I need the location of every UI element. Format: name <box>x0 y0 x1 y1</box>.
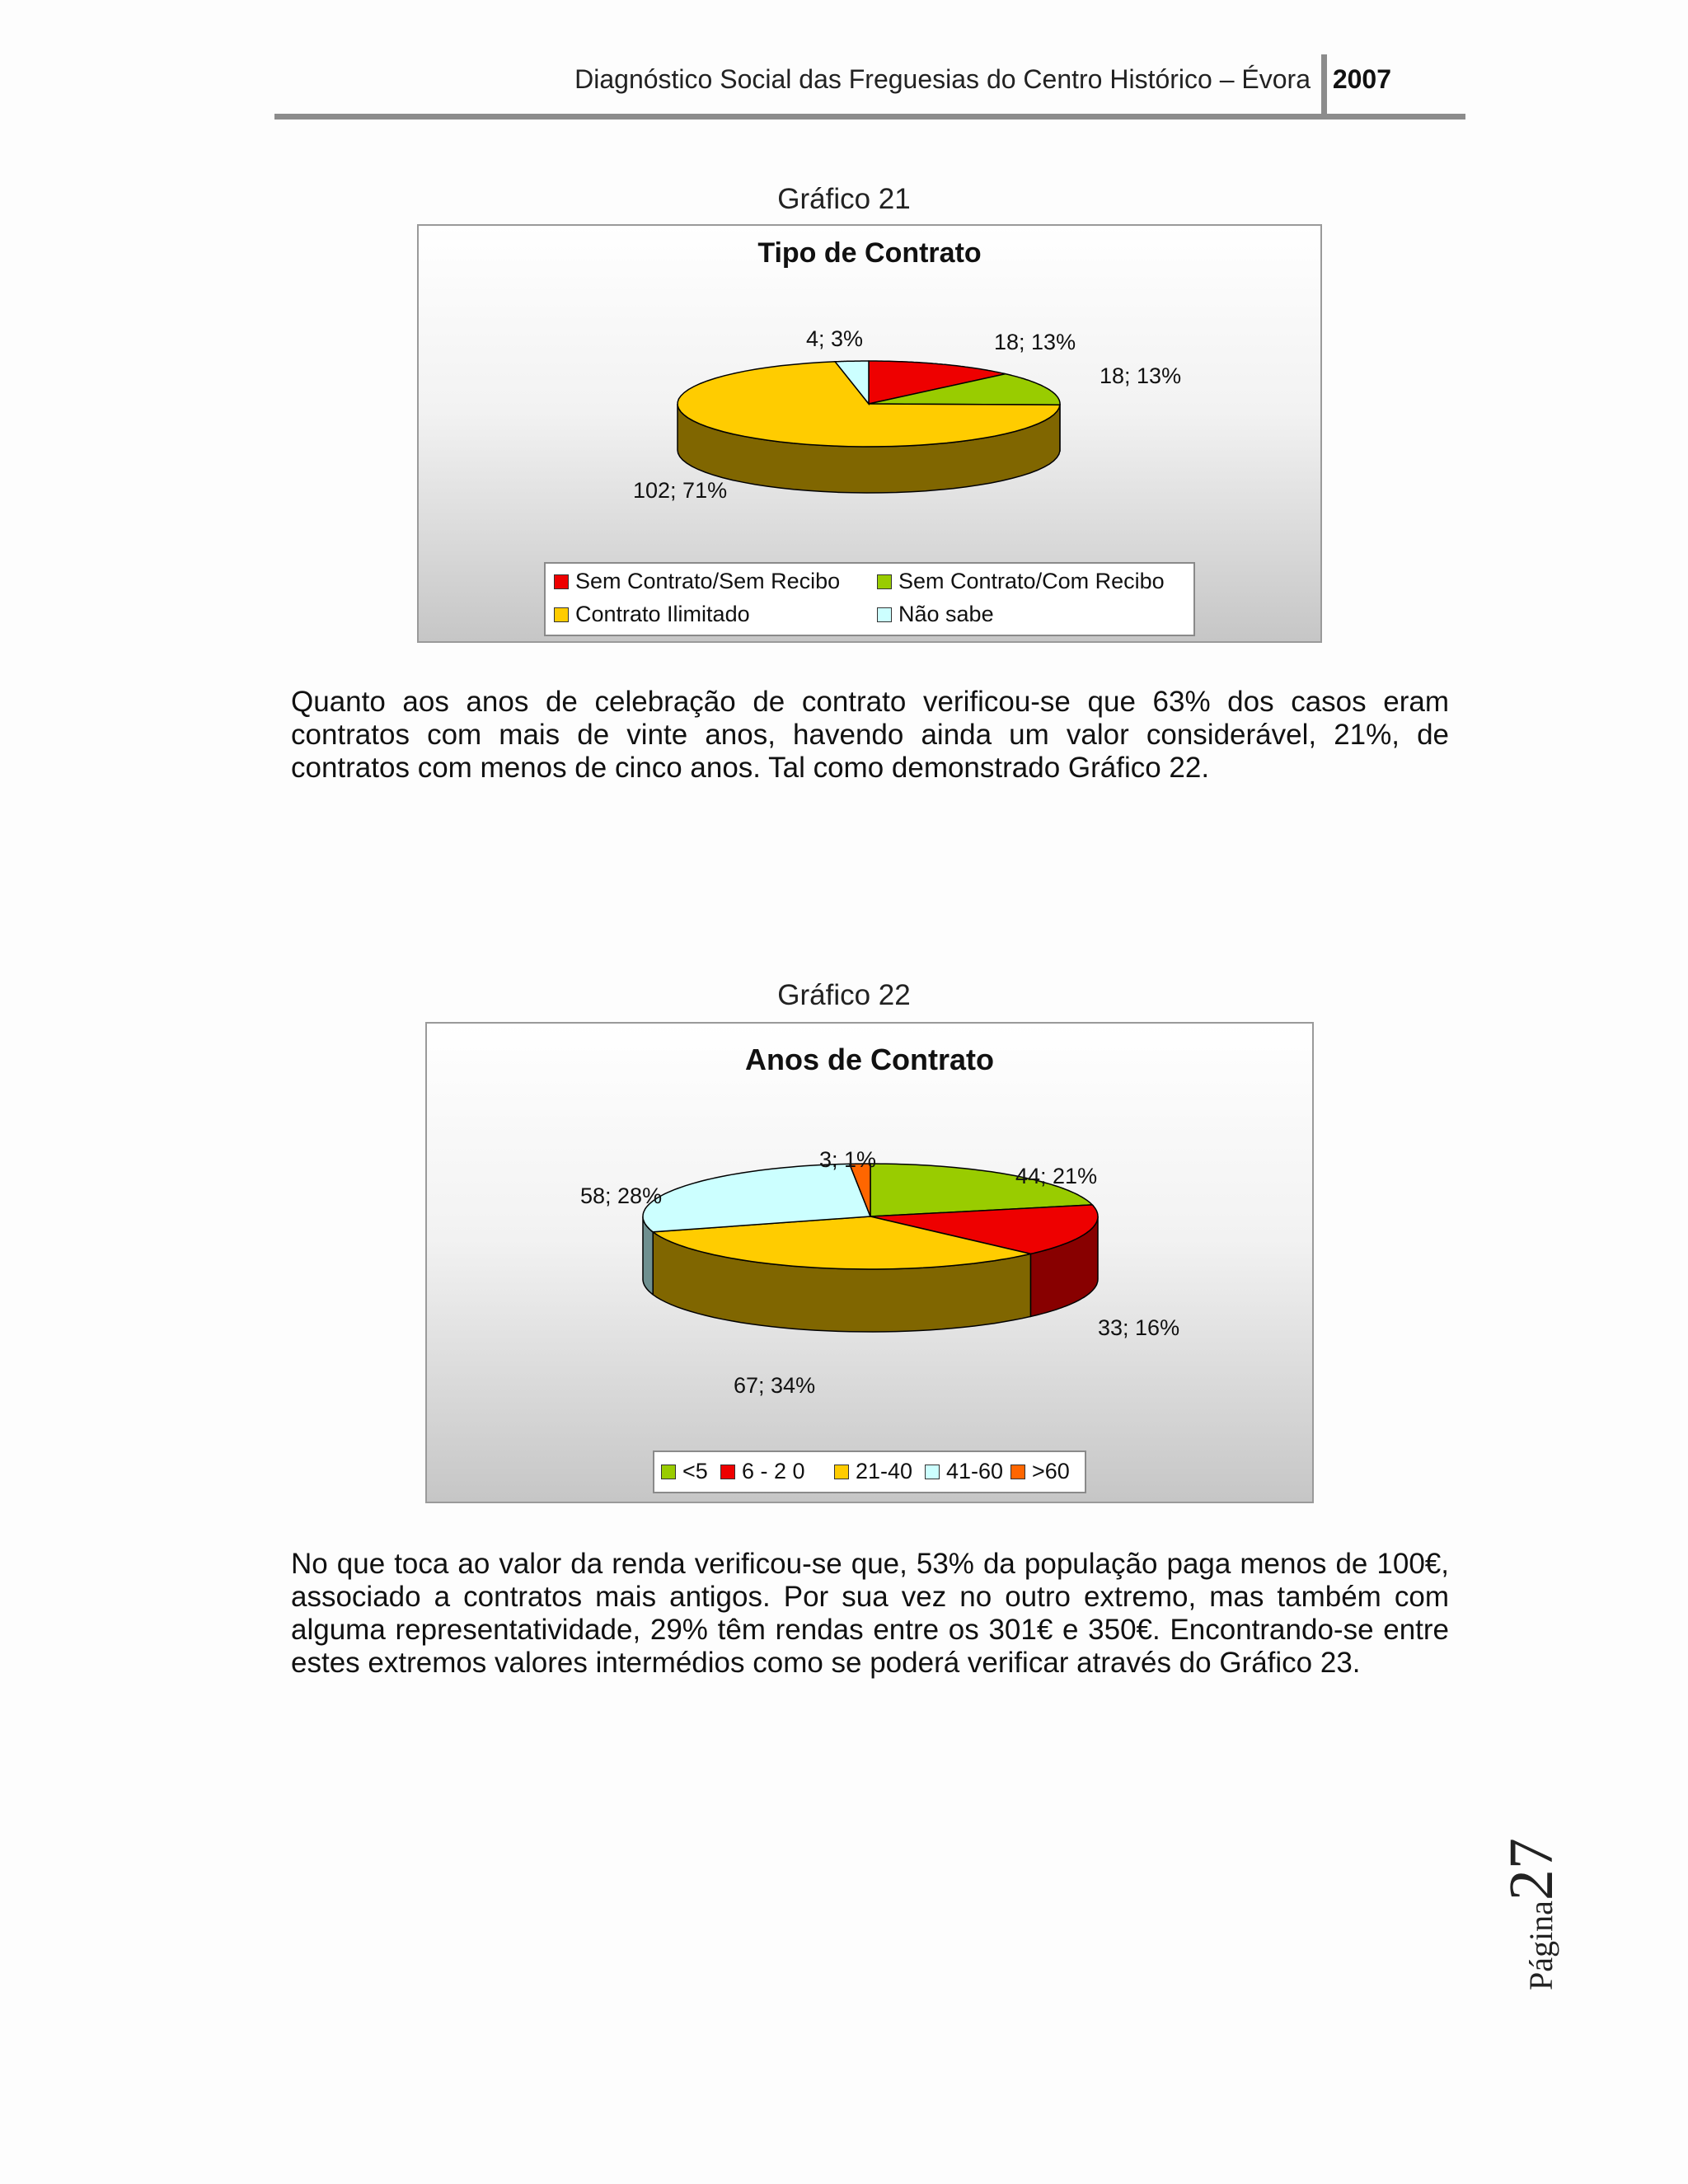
data-label: 18; 13% <box>994 330 1076 354</box>
legend-swatch <box>925 1465 940 1479</box>
legend-swatch <box>877 607 892 622</box>
legend-label: 6 - 2 0 <box>742 1459 805 1483</box>
body-paragraph: Quanto aos anos de celebração de contrato verificou-se que 63% dos casos eram contratos com mais de vinte anos, havendo ainda um valor considerável, 21%, de contratos com menos de cinco anos. Tal como demonstrado Gráfico 22. <box>291 686 1449 784</box>
legend-label: 21-40 <box>856 1459 913 1483</box>
legend-swatch <box>877 574 892 589</box>
pie-chart-svg <box>427 1024 1312 1502</box>
chart-legend <box>544 562 1195 636</box>
data-label: 44; 21% <box>1015 1164 1098 1188</box>
document-year: 2007 <box>1332 64 1391 94</box>
legend-item <box>720 1459 805 1484</box>
data-label: 33; 16% <box>1098 1315 1180 1340</box>
legend-label: Contrato Ilimitado <box>575 602 750 626</box>
chart-tipo-de-contrato <box>417 224 1322 643</box>
chart-title: Anos de Contrato <box>745 1043 994 1076</box>
legend-item <box>1010 1459 1070 1484</box>
legend-item <box>554 602 750 627</box>
chart-anos-de-contrato <box>425 1022 1314 1503</box>
data-label: 4; 3% <box>806 326 864 351</box>
page-header <box>274 54 1465 120</box>
data-label: 67; 34% <box>734 1373 816 1398</box>
legend-swatch <box>554 607 569 622</box>
legend-item <box>877 569 1165 594</box>
legend-label: Sem Contrato/Com Recibo <box>898 569 1165 593</box>
legend-item <box>877 602 994 627</box>
page-number <box>1496 1838 1568 1990</box>
page-number-value: 27 <box>1497 1838 1566 1901</box>
chart-caption-22: Gráfico 22 <box>777 979 911 1011</box>
chart-caption-21: Gráfico 21 <box>777 183 911 215</box>
document-title: Diagnóstico Social das Freguesias do Centro Histórico – Évora <box>574 64 1311 94</box>
data-label: 3; 1% <box>819 1147 877 1172</box>
legend-swatch <box>661 1465 676 1479</box>
legend-item <box>925 1459 1003 1484</box>
body-paragraph: No que toca ao valor da renda verificou-se que, 53% da população paga menos de 100€, associado a contratos mais antigos. Por sua vez no outro extremo, mas também com alguma representatividade, 29% têm rendas entre os 301€ e 350€. Encontrando-se entre estes extremos valores intermédios como se poderá verificar através do Gráfico 23. <box>291 1548 1449 1679</box>
legend-label: Sem Contrato/Sem Recibo <box>575 569 841 593</box>
page-label: Página <box>1522 1900 1559 1990</box>
legend-label: >60 <box>1032 1459 1070 1483</box>
legend-label: <5 <box>682 1459 708 1483</box>
chart-legend <box>653 1451 1086 1493</box>
legend-label: 41-60 <box>946 1459 1004 1483</box>
legend-item <box>554 569 840 594</box>
legend-swatch <box>1010 1465 1025 1479</box>
legend-item <box>661 1459 708 1484</box>
legend-swatch <box>720 1465 735 1479</box>
legend-label: Não sabe <box>898 602 994 626</box>
legend-swatch <box>554 574 569 589</box>
data-label: 102; 71% <box>633 478 728 503</box>
pie-top <box>678 361 1060 447</box>
data-label: 18; 13% <box>1100 363 1182 388</box>
data-label: 58; 28% <box>580 1183 663 1208</box>
chart-title: Tipo de Contrato <box>757 237 982 269</box>
legend-item <box>834 1459 912 1484</box>
header-divider <box>1321 54 1327 114</box>
legend-swatch <box>834 1465 849 1479</box>
